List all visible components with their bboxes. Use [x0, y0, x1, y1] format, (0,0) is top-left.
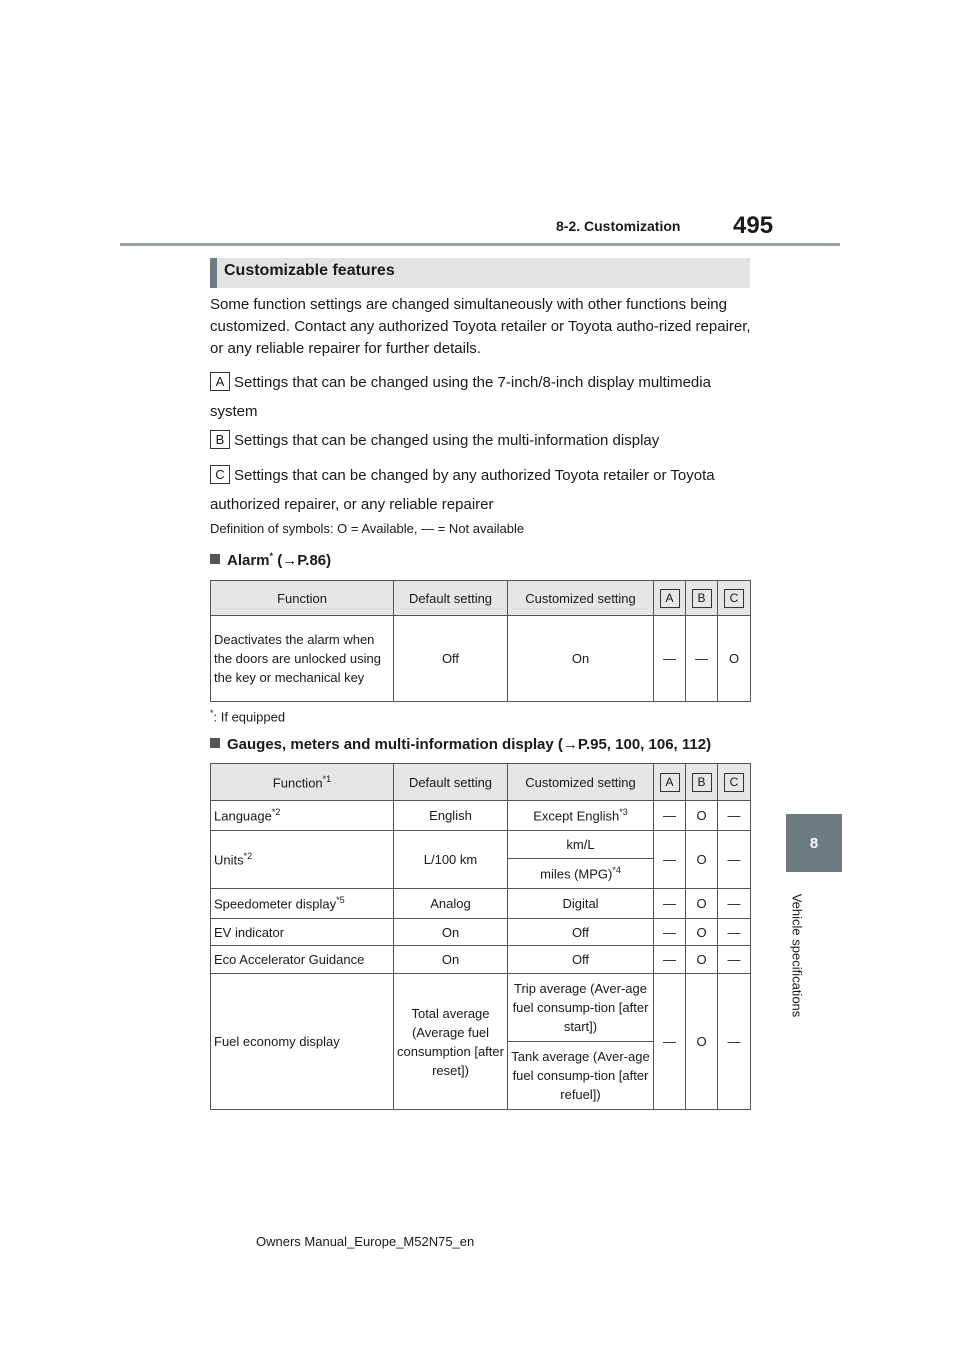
- cell-function-sup: *2: [271, 807, 281, 818]
- col-b: B: [692, 589, 712, 608]
- cell-function: Deactivates the alarm when the doors are unlocked using the key or mechanical key: [211, 616, 394, 702]
- chapter-label: [786, 884, 808, 1034]
- cell-customized: On: [508, 616, 654, 702]
- cell-function: Eco Accelerator Guidance: [211, 946, 394, 974]
- col-function: Function: [211, 581, 394, 616]
- cell-function-sup: *2: [243, 851, 253, 862]
- cell-b: —: [686, 616, 718, 702]
- cell-function: EV indicator: [211, 919, 394, 946]
- table-row: [211, 974, 751, 1042]
- cell-function: [211, 801, 394, 831]
- alarm-table: [210, 580, 751, 702]
- cell-function-text: Speedometer display: [214, 896, 337, 912]
- cell-customized: [508, 801, 654, 831]
- cell-customized: Tank average (Aver-age fuel consump-tion [after refuel]): [508, 1042, 654, 1110]
- cell-customized: Digital: [508, 889, 654, 919]
- cell-customized: Off: [508, 946, 654, 974]
- col-function-label: Function: [272, 775, 323, 791]
- symbols-note: Definition of symbols: O = Available, — = Not available: [210, 521, 525, 536]
- cell-customized-text: miles (MPG): [540, 866, 613, 882]
- legend-text-c: Settings that can be changed by any authorized Toyota retailer or Toyota authorized repairer, or any reliable repairer: [210, 467, 715, 513]
- alarm-title: Alarm: [227, 552, 270, 569]
- legend-key-b: B: [210, 430, 230, 449]
- cell-customized: km/L: [508, 831, 654, 859]
- cell-b: O: [686, 946, 718, 974]
- gauges-heading: [210, 736, 711, 753]
- cell-c: —: [718, 889, 751, 919]
- cell-function: Fuel economy display: [211, 974, 394, 1110]
- col-a: A: [660, 773, 680, 792]
- col-default: Default setting: [394, 764, 508, 801]
- cell-customized-text: Except English: [533, 808, 620, 824]
- cell-customized: Off: [508, 919, 654, 946]
- cell-function: [211, 889, 394, 919]
- cell-b: O: [686, 974, 718, 1110]
- bullet-square-icon: [210, 554, 220, 564]
- gauges-table-header: [211, 764, 751, 801]
- chapter-number: 8: [809, 834, 819, 852]
- legend-text-a: Settings that can be changed using the 7-inch/8-inch display multimedia system: [210, 374, 711, 420]
- cell-b: O: [686, 919, 718, 946]
- cell-c: —: [718, 801, 751, 831]
- cell-a: —: [654, 889, 686, 919]
- section-heading: [210, 258, 750, 288]
- col-customized: Customized setting: [508, 764, 654, 801]
- table-row: [211, 889, 751, 919]
- cell-default: English: [394, 801, 508, 831]
- footer-doc-id: Owners Manual_Europe_M52N75_en: [256, 1234, 475, 1249]
- cell-a: —: [654, 616, 686, 702]
- cell-customized: Trip average (Aver-age fuel consump-tion [after start]): [508, 974, 654, 1042]
- table-row: [211, 919, 751, 946]
- col-function: [211, 764, 394, 801]
- cell-c: —: [718, 831, 751, 889]
- table-row: [211, 801, 751, 831]
- alarm-table-header: [211, 581, 751, 616]
- cell-default: Analog: [394, 889, 508, 919]
- alarm-footnote-mark: *: [210, 708, 214, 718]
- cell-a: —: [654, 831, 686, 889]
- col-default: Default setting: [394, 581, 508, 616]
- cell-default: Total average (Average fuel consumption [after reset]): [394, 974, 508, 1110]
- section-title: 8-2. Customization: [556, 218, 681, 234]
- legend-key-c: C: [210, 465, 230, 484]
- gauges-table: [210, 763, 751, 1110]
- cell-a: —: [654, 946, 686, 974]
- cell-b: O: [686, 801, 718, 831]
- alarm-page-ref: (→P.86): [277, 552, 332, 569]
- chapter-tab: [786, 814, 842, 872]
- alarm-heading: [210, 551, 331, 569]
- header-divider: [120, 243, 840, 246]
- legend-item-c: [210, 461, 755, 519]
- cell-function-sup: *5: [336, 895, 345, 906]
- alarm-title-mark: *: [269, 551, 274, 561]
- col-c: C: [724, 589, 744, 608]
- cell-default: L/100 km: [394, 831, 508, 889]
- cell-a: —: [654, 801, 686, 831]
- intro-paragraph: Some function settings are changed simultaneously with other functions being customized. Contact any authorized Toyota retailer or Toyota autho-rized repairer, or any reliable repairer for further details.: [210, 296, 751, 357]
- page-number: 495: [733, 212, 774, 239]
- cell-c: O: [718, 616, 751, 702]
- table-row: [211, 946, 751, 974]
- table-row: [211, 831, 751, 859]
- cell-function: [211, 831, 394, 889]
- cell-c: —: [718, 919, 751, 946]
- col-b: B: [692, 773, 712, 792]
- cell-function-text: Language: [214, 808, 272, 824]
- cell-function-text: Units: [214, 852, 244, 868]
- cell-default: Off: [394, 616, 508, 702]
- chapter-label-text: Vehicle specifications: [789, 893, 805, 1018]
- col-c: C: [724, 773, 744, 792]
- bullet-square-icon: [210, 738, 220, 748]
- alarm-footnote: [210, 708, 285, 724]
- alarm-footnote-text: : If equipped: [213, 709, 286, 725]
- cell-customized-sup: *4: [612, 865, 621, 876]
- col-function-sup: *1: [322, 773, 332, 784]
- legend-item-a: [210, 368, 755, 426]
- legend-text-b: Settings that can be changed using the multi-information display: [234, 432, 660, 449]
- gauges-title: Gauges, meters and multi-information display (→P.95, 100, 106, 112): [227, 736, 712, 753]
- legend-item-b: [210, 426, 755, 455]
- col-a: A: [660, 589, 680, 608]
- cell-a: —: [654, 974, 686, 1110]
- cell-c: —: [718, 946, 751, 974]
- cell-b: O: [686, 889, 718, 919]
- cell-default: On: [394, 946, 508, 974]
- cell-default: On: [394, 919, 508, 946]
- col-customized: Customized setting: [508, 581, 654, 616]
- cell-customized: [508, 859, 654, 889]
- cell-a: —: [654, 919, 686, 946]
- cell-b: O: [686, 831, 718, 889]
- cell-customized-sup: *3: [619, 807, 628, 818]
- table-row: [211, 616, 751, 702]
- cell-c: —: [718, 974, 751, 1110]
- legend-key-a: A: [210, 372, 230, 391]
- section-heading-text: Customizable features: [224, 262, 395, 279]
